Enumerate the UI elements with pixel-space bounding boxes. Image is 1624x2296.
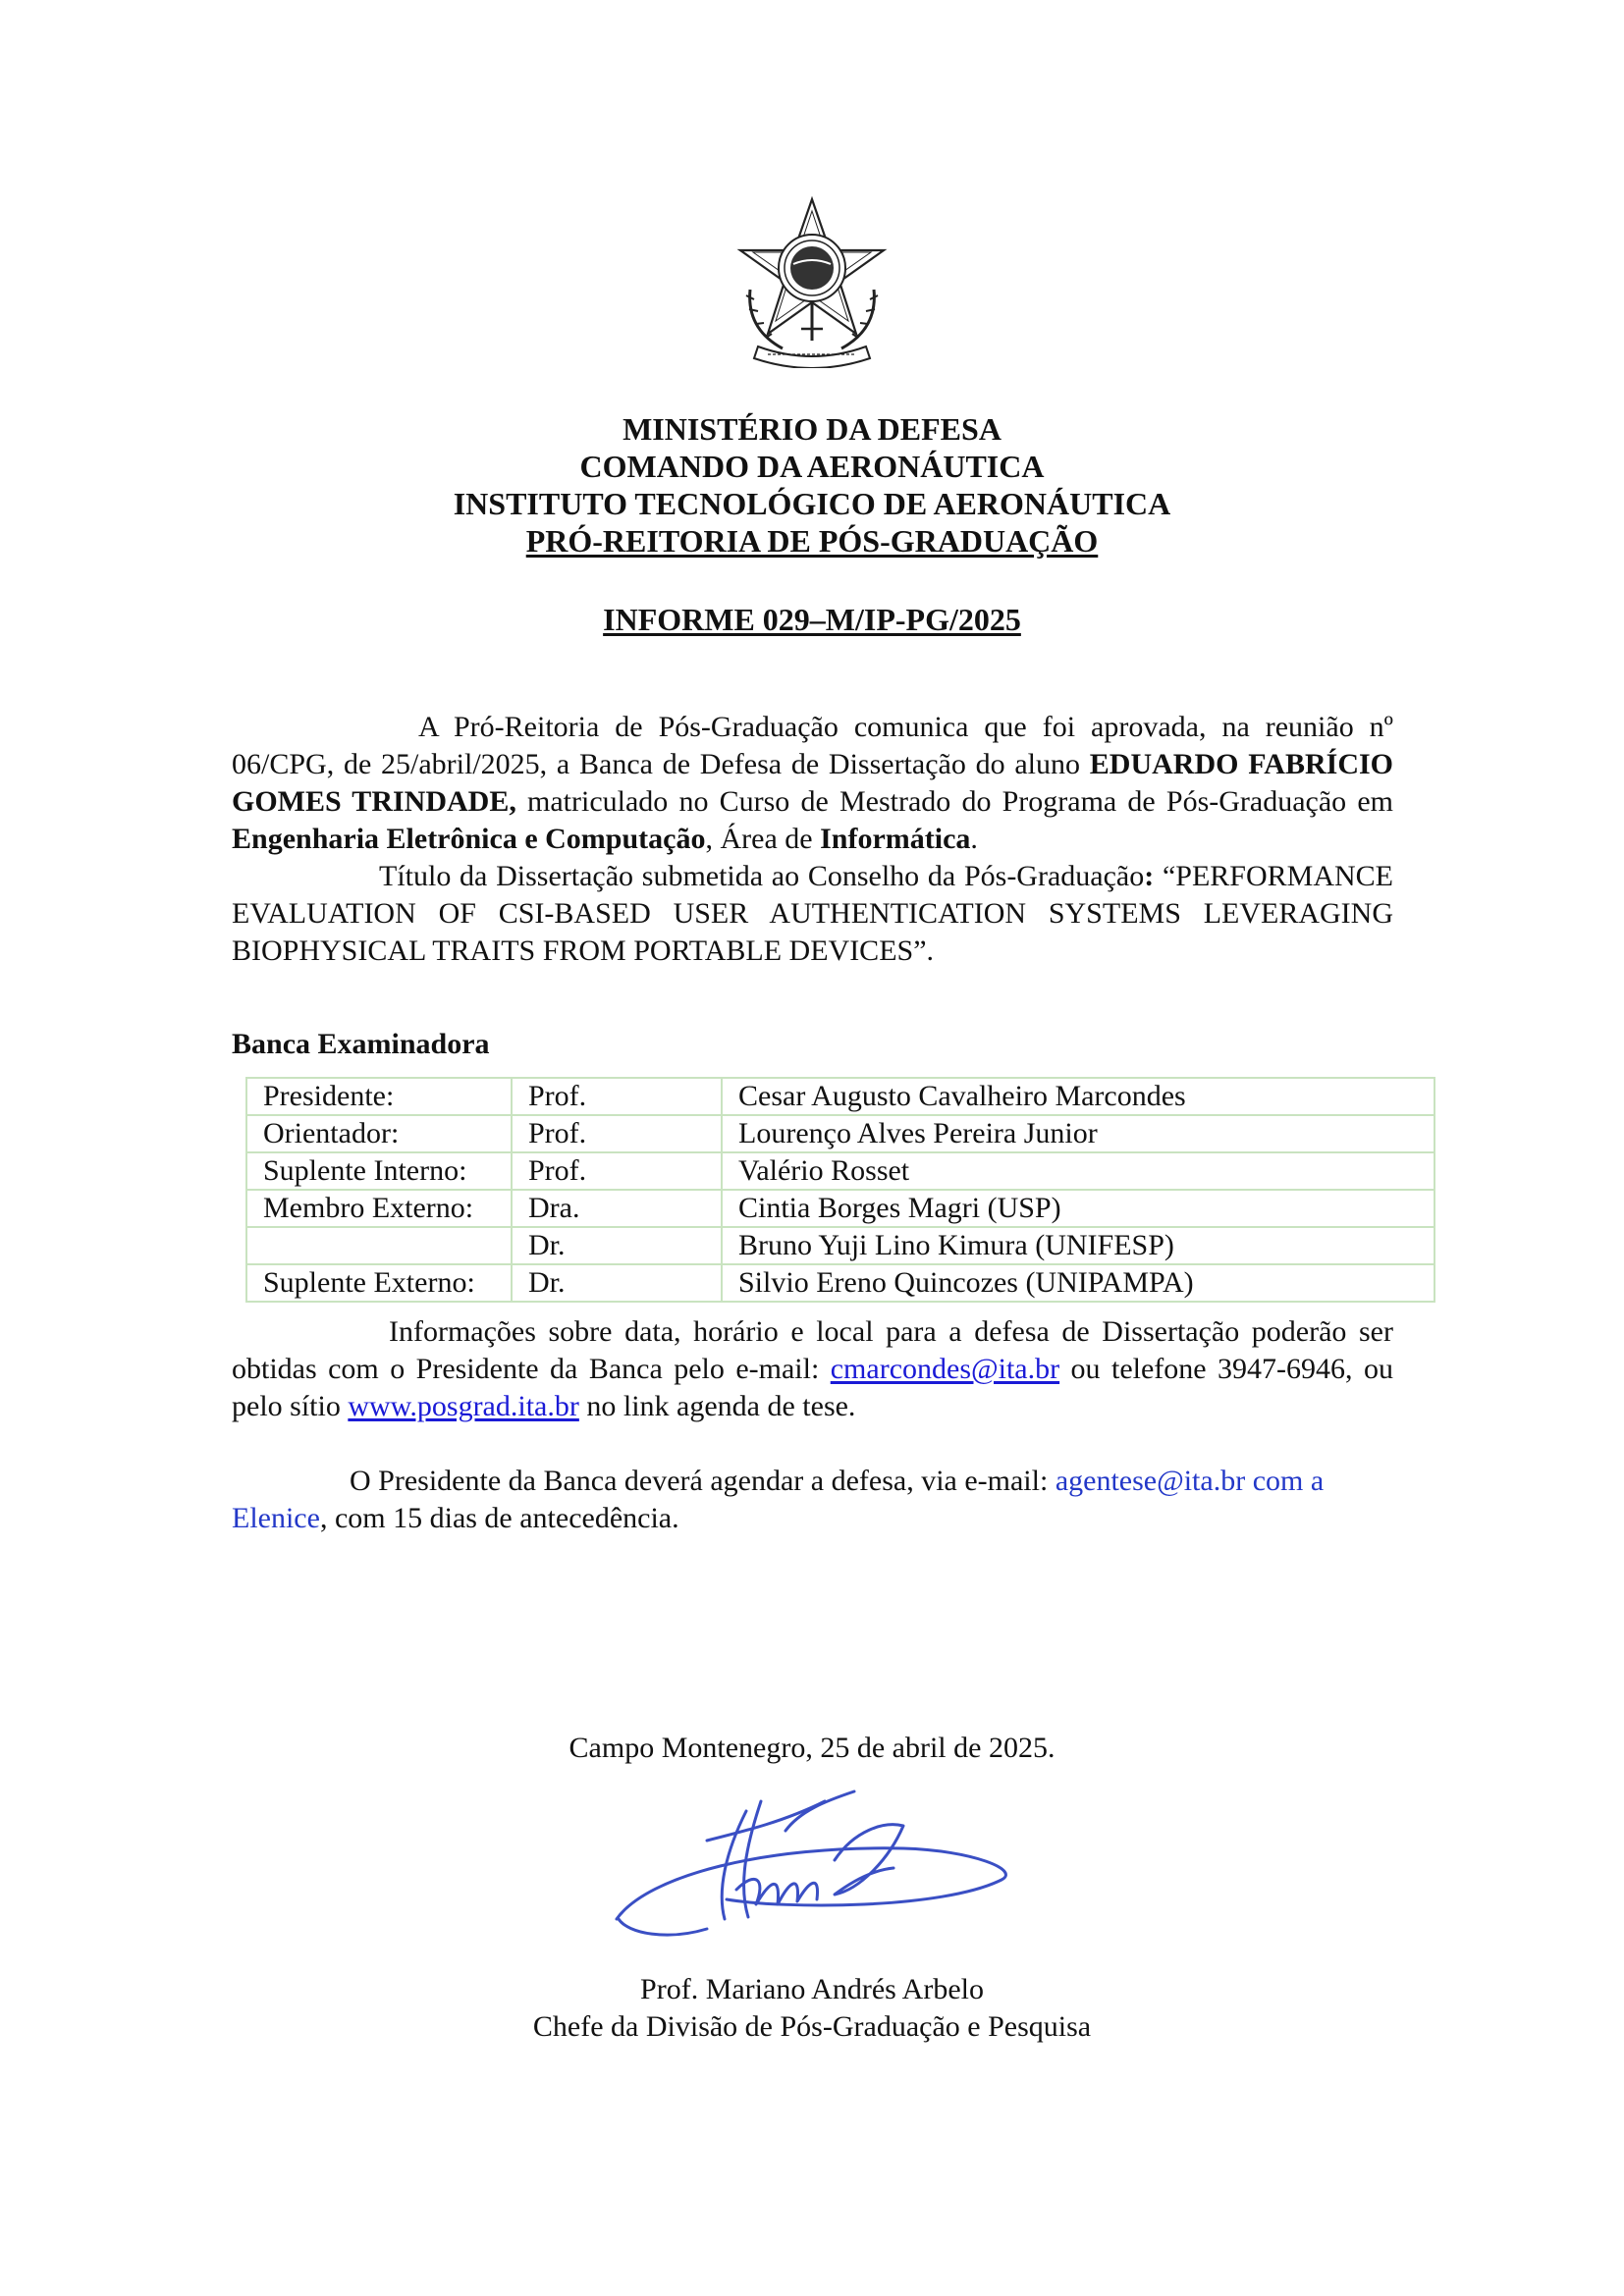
committee-title: Prof. [512, 1152, 722, 1190]
committee-title: Dr. [512, 1227, 722, 1264]
table-row [246, 1078, 1435, 1115]
committee-member-name: Cesar Augusto Cavalheiro Marcondes [722, 1078, 1435, 1115]
announcement-paragraph [232, 709, 1393, 858]
committee-heading: Banca Examinadora [232, 1028, 490, 1060]
posgrad-site-link[interactable]: www.posgrad.ita.br [348, 1390, 579, 1422]
dissertation-title-paragraph [232, 858, 1393, 970]
committee-member-name: Cintia Borges Magri (USP) [722, 1190, 1435, 1227]
header-institute: INSTITUTO TECNOLÓGICO DE AERONÁUTICA [453, 486, 1171, 521]
table-row [246, 1264, 1435, 1302]
committee-role: Membro Externo: [246, 1190, 512, 1227]
committee-role: Presidente: [246, 1078, 512, 1115]
committee-member-name: Lourenço Alves Pereira Junior [722, 1115, 1435, 1152]
paragraph4-text-2: , com 15 dias de antecedência. [319, 1502, 679, 1534]
document-number: INFORME 029–M/IP-PG/2025 [603, 602, 1021, 637]
committee-title: Prof. [512, 1115, 722, 1152]
header-ministry: MINISTÉRIO DA DEFESA [623, 411, 1001, 447]
coat-of-arms-icon [729, 191, 895, 368]
scheduling-paragraph [232, 1463, 1393, 1537]
paragraph1-text-4: . [970, 823, 978, 855]
paragraph3-text-2: ou telefone 3947-6946, ou pelo sítio [232, 1353, 1393, 1422]
header-command: COMANDO DA AERONÁUTICA [579, 449, 1045, 484]
committee-role [246, 1227, 512, 1264]
header-pro-rectory: PRÓ-REITORIA DE PÓS-GRADUAÇÃO [525, 523, 1099, 559]
committee-role: Suplente Interno: [246, 1152, 512, 1190]
committee-title: Dr. [512, 1264, 722, 1302]
student-name: EDUARDO FABRÍCIO GOMES TRINDADE, [232, 748, 1393, 818]
area-name: Informática [820, 823, 971, 855]
committee-member-name: Silvio Ereno Quincozes (UNIPAMPA) [722, 1264, 1435, 1302]
program-name: Engenharia Eletrônica e Computação [232, 823, 706, 855]
paragraph2-text-1: Título da Dissertação submetida ao Conselho da Pós-Graduação [379, 860, 1145, 892]
committee-role: Orientador: [246, 1115, 512, 1152]
paragraph4-text-1: O Presidente da Banca deverá agendar a defesa, via e-mail: [350, 1465, 1056, 1497]
paragraph1-text-3: , Área de [705, 823, 821, 855]
paragraph1-text-2: matriculado no Curso de Mestrado do Programa de Pós-Graduação em [515, 785, 1393, 818]
handwritten-signature-icon [609, 1772, 1021, 1949]
paragraph2-colon: : [1144, 860, 1155, 892]
committee-member-name: Valério Rosset [722, 1152, 1435, 1190]
table-row [246, 1190, 1435, 1227]
paragraph3-text-3: no link agenda de tese. [578, 1390, 856, 1422]
table-row [246, 1115, 1435, 1152]
dissertation-title: “PERFORMANCE EVALUATION OF CSI-BASED USER AUTHENTICATION SYSTEMS LEVERAGING BIOPHYSICAL TRAITS FROM PORTABLE DEVICES”. [232, 860, 1393, 967]
signer-role: Chefe da Divisão de Pós-Graduação e Pesquisa [532, 2010, 1092, 2043]
paragraph3-text-1: Informações sobre data, horário e local para a defesa de Dissertação poderão ser obtidas com o Presidente da Banca pelo e-mail: [232, 1315, 1393, 1385]
institution-header [0, 410, 1624, 560]
president-email-link[interactable]: cmarcondes@ita.br [830, 1353, 1060, 1385]
paragraph1-text-1: A Pró-Reitoria de Pós-Graduação comunica que foi aprovada, na reunião nº 06/CPG, de 25/abril/2025, a Banca de Defesa de Dissertação do aluno [232, 711, 1393, 780]
table-row [246, 1152, 1435, 1190]
agentese-email[interactable]: agentese@ita.br com a Elenice [232, 1465, 1325, 1534]
signer-name: Prof. Mariano Andrés Arbelo [640, 1973, 984, 2005]
committee-table [245, 1077, 1435, 1303]
place-and-date: Campo Montenegro, 25 de abril de 2025. [568, 1732, 1056, 1764]
table-row [246, 1227, 1435, 1264]
committee-member-name: Bruno Yuji Lino Kimura (UNIFESP) [722, 1227, 1435, 1264]
signer-block [0, 1971, 1624, 2046]
committee-title: Dra. [512, 1190, 722, 1227]
committee-title: Prof. [512, 1078, 722, 1115]
committee-role: Suplente Externo: [246, 1264, 512, 1302]
contact-paragraph [232, 1313, 1393, 1425]
